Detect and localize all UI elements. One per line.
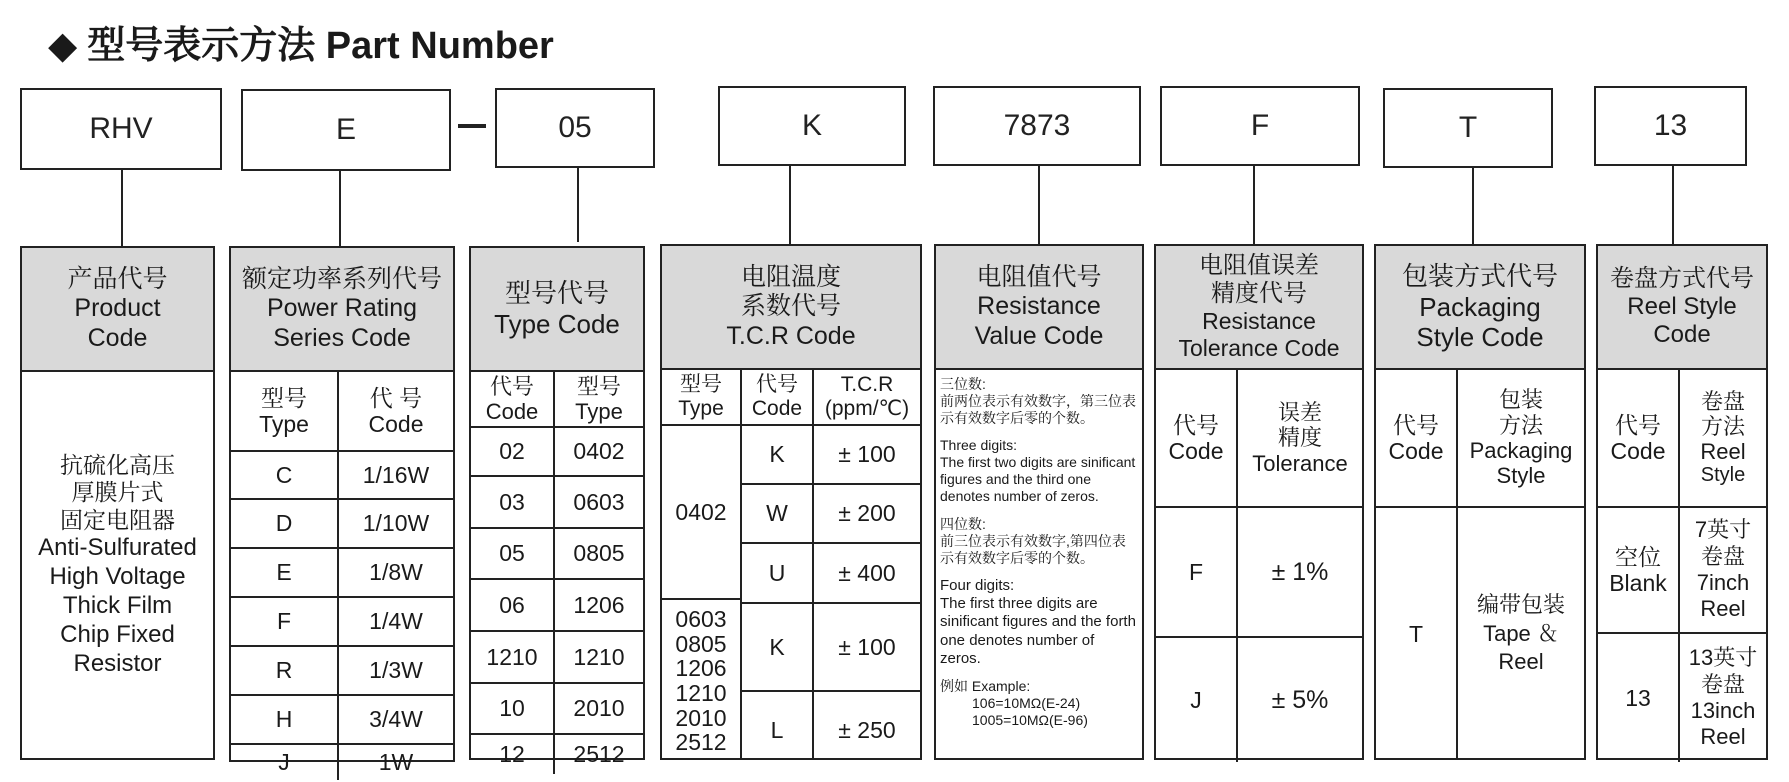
diamond-icon: ◆ bbox=[48, 25, 78, 67]
example-label: 例如 Example: bbox=[940, 678, 1031, 695]
col-header-line: 精度 bbox=[1277, 425, 1322, 451]
code-box-reel bbox=[1594, 86, 1747, 166]
reel-cell: 卷盘 bbox=[1700, 543, 1745, 569]
reel-cell: Reel bbox=[1700, 596, 1746, 622]
col-header-line: Code bbox=[368, 411, 424, 437]
table-row bbox=[471, 632, 553, 684]
col-header-line: 误差 bbox=[1277, 400, 1322, 426]
table-row bbox=[339, 549, 453, 598]
table-row bbox=[1680, 634, 1766, 762]
type-table bbox=[471, 372, 643, 774]
connector-line bbox=[121, 170, 123, 246]
page-title bbox=[48, 14, 554, 69]
table-row bbox=[1238, 638, 1362, 762]
reel-cell: 7inch bbox=[1696, 570, 1750, 595]
type-cell: 0805 bbox=[675, 630, 727, 657]
col-header-packaging bbox=[1458, 370, 1584, 508]
product-desc-line: Thick Film bbox=[62, 591, 173, 619]
product-desc-line: 固定电阻器 bbox=[60, 506, 175, 533]
header-line: 额定功率系列代号 bbox=[241, 264, 442, 293]
col-header-line: 包装 bbox=[1498, 387, 1543, 413]
code-cell: U bbox=[768, 559, 786, 586]
table-row bbox=[1458, 508, 1584, 760]
table-row bbox=[555, 735, 643, 774]
table-row bbox=[471, 580, 553, 632]
header-line: 系数代号 bbox=[740, 292, 841, 321]
connector-line bbox=[577, 168, 579, 242]
header-line: 型号代号 bbox=[504, 278, 609, 309]
table-row bbox=[742, 485, 812, 544]
type-cell: 0402 bbox=[675, 498, 727, 525]
header-line: 电阻值代号 bbox=[976, 262, 1102, 291]
type-code-column bbox=[469, 246, 645, 768]
col-header-line: Code bbox=[1168, 438, 1224, 464]
resistance-description bbox=[936, 370, 1142, 730]
code-cell: 13 bbox=[1625, 684, 1651, 711]
table-row bbox=[231, 696, 337, 745]
col-header-line: 代号 bbox=[1173, 411, 1219, 438]
four-digit-en: Four digits: The first three digits are sinificant figures and the forth one denotes number of zeros. bbox=[940, 576, 1136, 667]
product-code-column bbox=[20, 246, 215, 760]
code-cell: 12 bbox=[499, 741, 525, 768]
type-cell: E bbox=[276, 559, 292, 586]
reel-style-header bbox=[1598, 246, 1766, 370]
three-digit-cn: 三位数: 前两位表示有效数字，第三位表示有效数字后零的个数。 bbox=[940, 376, 1136, 427]
four-digit-cn: 四位数: 前三位表示有效数字,第四位表示有效数字后零的个数。 bbox=[940, 515, 1126, 566]
type-cell: 2010 bbox=[675, 704, 727, 731]
code-cell: L bbox=[770, 716, 784, 743]
col-header-tolerance bbox=[1238, 370, 1362, 508]
table-row bbox=[1376, 508, 1456, 760]
table-row bbox=[1238, 508, 1362, 638]
col-header-line: Code bbox=[485, 399, 539, 424]
tcr-cell: ± 200 bbox=[838, 500, 896, 527]
code-cell: 1/10W bbox=[362, 510, 430, 537]
product-description bbox=[22, 372, 213, 758]
table-row bbox=[742, 692, 812, 768]
table-row bbox=[471, 735, 553, 774]
header-line: 电阻温度 bbox=[740, 262, 841, 291]
power-table bbox=[231, 372, 453, 780]
table-row bbox=[742, 544, 812, 604]
table-row bbox=[555, 428, 643, 477]
code-cell: K bbox=[769, 441, 785, 468]
col-header-line: Type bbox=[678, 397, 724, 420]
col-header-line: 代号 bbox=[1615, 411, 1661, 438]
type-cell: 1206 bbox=[573, 591, 625, 618]
col-header-type bbox=[662, 370, 740, 426]
header-line: 包装方式代号 bbox=[1401, 260, 1558, 291]
header-line: Resistance bbox=[1202, 308, 1316, 335]
code-cell: 06 bbox=[499, 591, 525, 618]
table-row bbox=[1156, 638, 1236, 762]
col-header-line: Style bbox=[1700, 464, 1746, 487]
col-header-line: Tolerance bbox=[1252, 450, 1348, 476]
code-cell: T bbox=[1408, 620, 1424, 647]
connector-line bbox=[1038, 166, 1040, 244]
code-cell: 1/3W bbox=[369, 657, 423, 684]
table-row bbox=[814, 604, 920, 692]
type-cell: H bbox=[275, 706, 293, 733]
code-box-resistance bbox=[933, 86, 1141, 166]
product-desc-line: Anti-Sulfurated bbox=[38, 534, 197, 562]
code-cell: 1/4W bbox=[369, 608, 423, 635]
packaging-table bbox=[1376, 370, 1584, 760]
code-box-series bbox=[20, 88, 222, 170]
col-header-reel bbox=[1680, 370, 1766, 508]
reel-style-column bbox=[1596, 244, 1768, 760]
tolerance-cell: ± 5% bbox=[1271, 685, 1329, 714]
col-header-type bbox=[555, 372, 643, 428]
code-cell: 02 bbox=[499, 438, 525, 465]
header-line: Code bbox=[1653, 321, 1711, 349]
reel-cell: 13英寸 bbox=[1688, 645, 1758, 671]
page-title-text: 型号表示方法 Part Number bbox=[87, 25, 554, 67]
connector-line bbox=[1253, 166, 1255, 244]
table-row bbox=[742, 604, 812, 692]
col-header-code bbox=[1598, 370, 1678, 508]
code-box-packaging bbox=[1383, 88, 1553, 168]
packaging-code-column bbox=[1374, 244, 1586, 760]
table-row bbox=[1156, 508, 1236, 638]
col-header-line: Packaging bbox=[1469, 438, 1573, 463]
packaging-cell: 编带包装 bbox=[1476, 592, 1565, 618]
product-desc-line: Resistor bbox=[73, 649, 162, 677]
reel-table bbox=[1598, 370, 1766, 762]
product-desc-line: 抗硫化高压 bbox=[60, 451, 175, 478]
header-line: Value Code bbox=[974, 321, 1104, 350]
col-header-line: 方法 bbox=[1700, 413, 1745, 439]
code-cell: 03 bbox=[499, 488, 525, 515]
code-cell: 05 bbox=[499, 540, 525, 567]
tcr-code-column bbox=[660, 244, 922, 760]
header-line: 产品代号 bbox=[67, 264, 168, 293]
tcr-cell: ± 250 bbox=[838, 716, 896, 743]
code-box-type bbox=[495, 88, 655, 168]
resistance-code-header bbox=[936, 246, 1142, 370]
table-row bbox=[231, 598, 337, 647]
type-cell: 1210 bbox=[675, 680, 727, 706]
table-row bbox=[339, 500, 453, 549]
code-box-power bbox=[241, 89, 451, 171]
code-cell: 1210 bbox=[486, 643, 538, 670]
type-cell: 0603 bbox=[573, 488, 625, 515]
table-row bbox=[1598, 508, 1678, 634]
col-header-tcr bbox=[814, 370, 920, 426]
example-line: 106=10MΩ(E-24) bbox=[972, 695, 1081, 712]
table-row bbox=[471, 529, 553, 580]
col-header-line: 型号 bbox=[576, 373, 621, 399]
code-cell: 1/8W bbox=[369, 559, 423, 586]
tolerance-code-header bbox=[1156, 246, 1362, 370]
tcr-code-header bbox=[662, 246, 920, 370]
connector-line bbox=[1472, 168, 1474, 244]
type-cell: 0603 bbox=[675, 606, 727, 633]
code-tcr: K bbox=[801, 109, 822, 142]
type-cell: D bbox=[275, 510, 293, 537]
code-box-tcr bbox=[718, 86, 906, 166]
product-desc-line: Chip Fixed bbox=[60, 620, 175, 648]
type-cell: 0805 bbox=[573, 540, 625, 567]
table-row bbox=[814, 485, 920, 544]
product-code-header bbox=[22, 248, 213, 372]
table-row bbox=[339, 647, 453, 696]
col-header-line: (ppm/℃) bbox=[824, 397, 910, 420]
type-cell: R bbox=[275, 657, 293, 684]
example-line: 1005=10MΩ(E-96) bbox=[972, 712, 1088, 729]
product-desc-line: 厚膜片式 bbox=[71, 479, 164, 506]
three-digit-en: Three digits: The first two digits are sinificant figures and the third one denotes number of zeros. bbox=[940, 437, 1136, 505]
table-row bbox=[555, 632, 643, 684]
connector-line bbox=[339, 171, 341, 246]
code-cell: Blank bbox=[1609, 570, 1667, 596]
table-row bbox=[814, 692, 920, 768]
header-line: Code bbox=[87, 323, 148, 352]
col-header-line: 方法 bbox=[1498, 412, 1543, 438]
col-header-code bbox=[1376, 370, 1456, 508]
code-cell: K bbox=[769, 633, 785, 660]
col-header-line: Reel bbox=[1700, 439, 1746, 465]
type-cell: 2010 bbox=[573, 695, 625, 722]
tolerance-table bbox=[1156, 370, 1362, 762]
table-row bbox=[742, 426, 812, 485]
code-cell: 空位 bbox=[1615, 543, 1661, 570]
resistance-code-column bbox=[934, 244, 1144, 760]
code-box-tolerance bbox=[1160, 86, 1360, 166]
table-row bbox=[1598, 634, 1678, 762]
table-row bbox=[339, 598, 453, 647]
code-cell: W bbox=[766, 500, 788, 527]
header-line: T.C.R Code bbox=[726, 321, 856, 350]
col-header-code bbox=[1156, 370, 1236, 508]
tcr-cell: ± 400 bbox=[838, 559, 896, 586]
col-header-line: 代号 bbox=[756, 372, 798, 396]
power-rating-column bbox=[229, 246, 455, 776]
table-row bbox=[339, 745, 453, 780]
connector-line bbox=[1672, 166, 1674, 244]
type-code-header bbox=[471, 248, 643, 372]
table-row bbox=[814, 544, 920, 604]
reel-cell: Reel bbox=[1700, 724, 1746, 750]
code-cell: 10 bbox=[499, 695, 525, 722]
power-rating-header bbox=[231, 248, 453, 372]
tcr-table bbox=[662, 370, 920, 760]
table-row bbox=[231, 549, 337, 598]
table-row bbox=[471, 477, 553, 529]
type-cell: C bbox=[275, 461, 293, 488]
col-header-line: Style bbox=[1496, 463, 1546, 489]
header-line: 精度代号 bbox=[1211, 279, 1307, 307]
col-header-line: Type bbox=[259, 411, 309, 437]
table-row bbox=[231, 647, 337, 696]
packaging-cell: Reel bbox=[1498, 649, 1544, 675]
col-header-code bbox=[471, 372, 553, 428]
table-row bbox=[231, 745, 337, 780]
product-desc-line: High Voltage bbox=[49, 563, 186, 591]
code-tolerance: F bbox=[1250, 109, 1270, 142]
code-resistance: 7873 bbox=[1003, 109, 1071, 142]
code-cell: J bbox=[1190, 686, 1202, 713]
table-row bbox=[555, 684, 643, 735]
header-line: 电阻值误差 bbox=[1199, 251, 1319, 279]
col-header-line: T.C.R bbox=[840, 372, 894, 396]
col-header-line: 型号 bbox=[261, 384, 307, 411]
type-cell: 2512 bbox=[675, 729, 727, 756]
col-header-line: Code bbox=[1610, 438, 1666, 464]
connector-line bbox=[789, 166, 791, 244]
type-cell: 1206 bbox=[675, 655, 727, 682]
type-cell: J bbox=[278, 749, 290, 776]
tolerance-cell: ± 1% bbox=[1271, 557, 1329, 586]
tcr-group-other bbox=[662, 600, 740, 762]
table-row bbox=[1680, 508, 1766, 634]
col-header-line: 代号 bbox=[1393, 411, 1439, 438]
code-type: 05 bbox=[558, 111, 592, 144]
col-header-code bbox=[742, 370, 812, 426]
header-line: Reel Style bbox=[1627, 292, 1737, 320]
header-line: Power Rating bbox=[266, 294, 418, 323]
table-row bbox=[231, 500, 337, 549]
reel-cell: 13inch bbox=[1690, 698, 1756, 723]
code-series: RHV bbox=[89, 112, 153, 145]
header-line: Tolerance Code bbox=[1178, 335, 1340, 362]
col-header-line: Code bbox=[751, 397, 803, 420]
table-row bbox=[555, 580, 643, 632]
reel-cell: 7英寸 bbox=[1694, 517, 1752, 543]
col-header-line: 型号 bbox=[680, 372, 722, 396]
header-line: Style Code bbox=[1416, 322, 1544, 353]
type-cell: 1210 bbox=[573, 643, 625, 670]
col-header-type bbox=[231, 372, 337, 452]
code-cell: 1W bbox=[378, 749, 414, 776]
tcr-cell: ± 100 bbox=[838, 633, 896, 660]
packaging-code-header bbox=[1376, 246, 1584, 370]
tcr-group-0402 bbox=[662, 426, 740, 600]
type-cell: 0402 bbox=[573, 438, 625, 465]
code-packaging: T bbox=[1458, 111, 1478, 144]
type-cell: 2512 bbox=[573, 741, 625, 768]
dash-separator bbox=[458, 124, 486, 128]
col-header-line: Type bbox=[575, 399, 623, 424]
code-reel: 13 bbox=[1653, 109, 1688, 142]
table-row bbox=[555, 529, 643, 580]
col-header-line: 卷盘 bbox=[1700, 388, 1745, 414]
table-row bbox=[339, 452, 453, 500]
table-row bbox=[555, 477, 643, 529]
table-row bbox=[231, 452, 337, 500]
table-row bbox=[471, 684, 553, 735]
header-line: Type Code bbox=[494, 309, 620, 339]
header-line: 卷盘方式代号 bbox=[1610, 264, 1754, 292]
type-cell: F bbox=[276, 608, 292, 635]
col-header-line: 代号 bbox=[489, 373, 534, 399]
header-line: Series Code bbox=[273, 323, 411, 352]
code-power: E bbox=[335, 113, 356, 146]
header-line: Packaging bbox=[1419, 291, 1541, 322]
header-line: Resistance bbox=[977, 292, 1101, 321]
code-cell: 3/4W bbox=[369, 706, 423, 733]
code-cell: F bbox=[1188, 558, 1204, 585]
tcr-cell: ± 100 bbox=[838, 441, 896, 468]
table-row bbox=[471, 428, 553, 477]
tolerance-code-column bbox=[1154, 244, 1364, 760]
packaging-cell: Tape ＆ bbox=[1483, 620, 1559, 646]
header-line: Product bbox=[74, 294, 161, 323]
code-cell: 1/16W bbox=[362, 461, 430, 488]
table-row bbox=[814, 426, 920, 485]
col-header-code bbox=[339, 372, 453, 452]
col-header-line: 代 号 bbox=[369, 384, 423, 411]
reel-cell: 卷盘 bbox=[1700, 671, 1745, 697]
table-row bbox=[339, 696, 453, 745]
col-header-line: Code bbox=[1388, 438, 1444, 464]
